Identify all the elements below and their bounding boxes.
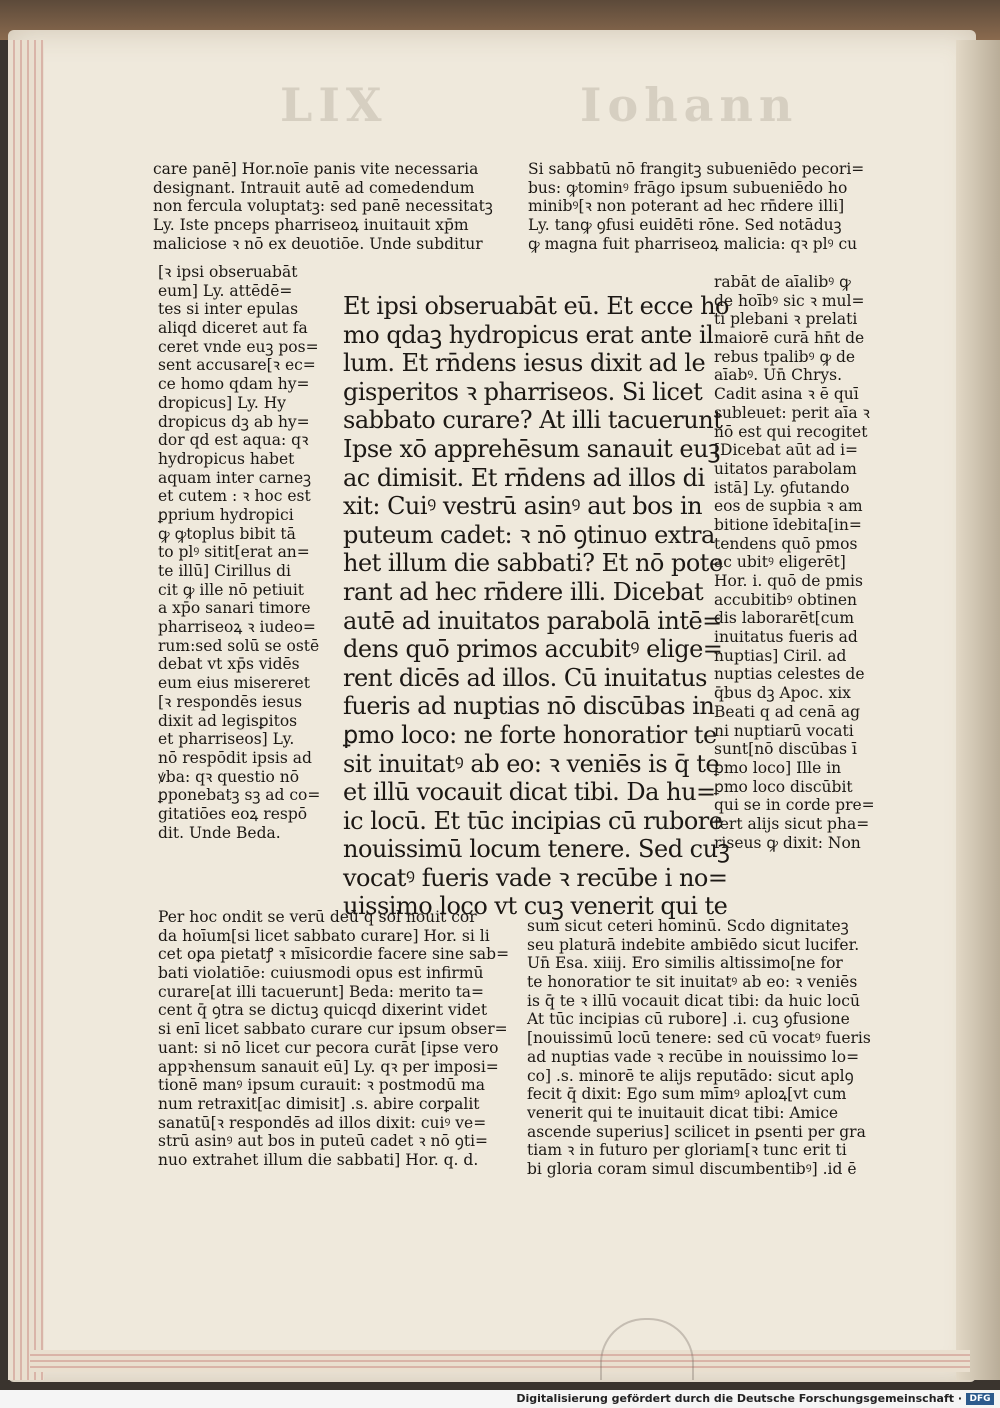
text-line: het illum die sabbati? Et nō pote — [343, 549, 723, 578]
text-line: curare[at illi tacuerunt] Beda: merito ta= — [158, 982, 485, 1001]
text-line: vocatꝰ fueris vade ꝛ recūbe i no= — [343, 863, 728, 892]
running-head-left: LIX — [280, 78, 388, 132]
text-line: nuo extrahet illum die sabbati] Hor. q. d. — [158, 1150, 479, 1169]
text-line: ꝑmo loco: ne forte honoratior te — [343, 720, 717, 749]
text-line: sanatū[ꝛ respondēs ad illos dixit: cuiꝰ ve= — [158, 1113, 487, 1132]
text-line: nuptias celestes de — [714, 665, 865, 684]
text-line: te honoratior te sit inuitatꝰ ab eo: ꝛ veniēs — [527, 973, 858, 992]
text-line: si enī licet sabbato curare cur ipsum obser= — [158, 1020, 508, 1039]
text-line: ꝑponebatꝫ sꝫ ad co= — [158, 786, 321, 805]
running-head-showthrough — [250, 78, 870, 138]
text-line: eum eius misereret — [158, 674, 310, 693]
text-line: gitatiōes eoꝝ respō — [158, 804, 308, 823]
text-line: non fercula voluptatꝫ: sed panē necessitatꝫ — [153, 197, 493, 216]
text-line: dis laborarēt[cum — [714, 609, 855, 628]
text-line: ce homo qdam hy= — [158, 375, 310, 394]
text-line: tiam ꝛ in futuro per gloriam[ꝛ tunc erit ti — [527, 1141, 847, 1160]
commentary-left-narrow — [158, 263, 320, 842]
text-line: ac ubitꝰ eligerēt] — [714, 553, 846, 572]
text-line: eos de supbia ꝛ am — [714, 497, 863, 516]
text-line: bi gloria coram simul discumbentibꝰ] .id ē — [527, 1159, 857, 1178]
text-line: inuitatus fueris ad — [714, 628, 858, 647]
text-line: riseus ꝙ dixit: Non — [714, 833, 861, 852]
text-line: Per hoc ondit se verū deū q sol nouit cor — [158, 908, 477, 926]
text-line: num retraxit[ac dimisit] .s. abire corꝑalit — [158, 1094, 480, 1113]
text-line: subleuet: perit aīa ꝛ — [714, 403, 870, 422]
text-line: is q̄ te ꝛ illū vocauit dicat tibi: da huic locū — [527, 991, 860, 1010]
text-line: uitatos parabolam — [714, 459, 857, 478]
text-line: Ly. Iste pnceps pharriseoꝝ inuitauit xp̄m — [153, 216, 469, 235]
text-line: uissimo loco vt cuꝫ venerit qui te — [343, 892, 728, 921]
text-line: seu platurā indebite ambiēdo sicut lucifer. — [527, 935, 860, 954]
text-line: appꝛhensum sanauit eū] Ly. qꝛ per imposi= — [158, 1057, 499, 1076]
text-line: bus: ꝙtominꝰ frāgo ipsum subueniēdo ho — [528, 178, 848, 197]
text-line: care panē] Hor.noīe panis vite necessaria — [153, 160, 479, 178]
text-line: lum. Et rn̄dens iesus dixit ad le — [343, 349, 706, 378]
text-line: sum sicut ceteri hominū. Scdo dignitateꝫ — [527, 917, 849, 935]
text-line: aīabꝰ. Un̄ Chrys. — [714, 366, 842, 385]
text-line: [ꝛ ipsi obseruabāt — [158, 263, 298, 281]
text-line: a xp̄o sanari timore — [158, 599, 311, 618]
text-line: uant: si nō licet cur pecora curāt [ipse vero — [158, 1038, 499, 1057]
text-line: to plꝰ sitit[erat an= — [158, 543, 310, 562]
text-line: ascende superius] scilicet in ꝑsenti per gra — [527, 1122, 866, 1141]
text-line: fueris ad nuptias nō discūbas in — [343, 692, 715, 721]
commentary-left-top — [153, 160, 493, 253]
page-edges-left — [8, 40, 44, 1380]
text-line: sunt[nō discūbas ī — [714, 740, 857, 759]
text-line: et cutem : ꝛ hoc est — [158, 487, 311, 506]
text-line: strū asinꝰ aut bos in puteū cadet ꝛ nō ꝯti= — [158, 1132, 489, 1151]
text-line: maliciose ꝛ nō ex deuotiōe. Unde subditur — [153, 234, 483, 253]
text-line: [ꝛ respondēs iesus — [158, 692, 303, 711]
text-line: sent accusare[ꝛ ec= — [158, 356, 316, 375]
text-line: Hor. i. quō de pmis — [714, 572, 863, 590]
text-line: qui se in corde pre= — [714, 796, 875, 815]
text-line: ic locū. Et tūc incipias cū rubore — [343, 806, 723, 835]
text-line: bati violatiōe: cuiusmodi opus est infirmū — [158, 964, 484, 983]
text-line: ꝑprium hydropici — [158, 505, 294, 524]
text-line: rabāt de aīalibꝰ ꝙ — [714, 273, 851, 291]
text-line: Beati q ad cenā ag — [714, 702, 861, 721]
text-line: dit. Unde Beda. — [158, 823, 281, 842]
text-line: Si sabbatū nō frangitꝫ subueniēdo pecori= — [528, 160, 865, 178]
text-line: de hoībꝰ sic ꝛ mul= — [714, 291, 865, 310]
text-line: istā] Ly. ꝯfutando — [714, 478, 850, 497]
text-line: gisperitos ꝛ pharriseos. Si licet — [343, 377, 703, 406]
text-line: nouissimū locum tenere. Sed cuꝫ — [343, 835, 730, 864]
text-line: sit inuitatꝰ ab eo: ꝛ veniēs is q̄ te — [343, 749, 720, 778]
text-line: dixit ad legisꝑitos — [158, 711, 298, 730]
text-line: ꝙ ꝙtoplus bibit tā — [158, 524, 296, 543]
text-line: eum] Ly. attēdē= — [158, 281, 293, 300]
text-line: dor qd est aqua: qꝛ — [158, 431, 309, 450]
page-gutter-right — [956, 40, 1000, 1380]
commentary-right-top — [528, 160, 864, 253]
text-line: ꝑmo loco discūbit — [714, 777, 853, 796]
scripture-main-text — [343, 292, 730, 921]
text-line: dropicus dꝫ ab hy= — [158, 412, 310, 431]
text-line: dropicus] Ly. Hy — [158, 393, 286, 412]
text-line: q̄bus dꝫ Apoc. xix — [714, 684, 851, 703]
dfg-logo: DFG — [966, 1393, 994, 1405]
text-line: Ly. tanꝙ ꝯfusi euidēti rōne. Sed notāduꝫ — [528, 216, 842, 235]
text-line: hydropicus habet — [158, 449, 295, 468]
text-line: autē ad inuitatos parabolā intē= — [343, 606, 722, 635]
running-head-right: Iohann — [580, 78, 799, 132]
text-line: ad nuptias vade ꝛ recūbe in nouissimo lo= — [527, 1047, 860, 1066]
text-line: rum:sed solū se ostē — [158, 636, 320, 655]
text-line: tionē manꝰ ipsum curauit: ꝛ postmodū ma — [158, 1076, 485, 1095]
text-line: [nouissimū locū tenere: sed cū vocatꝰ fueris — [527, 1029, 871, 1048]
text-line: fert alijs sicut pha= — [714, 814, 870, 833]
text-line: tes si inter epulas — [158, 300, 299, 319]
text-line: accubitibꝰ obtinen — [714, 590, 857, 609]
text-line: minibꝰ[ꝛ non poterant ad hec rn̄dere illi] — [528, 197, 845, 216]
footer-credit: Digitalisierung gefördert durch die Deutsche Forschungsgemeinschaft · — [516, 1392, 962, 1405]
commentary-right-bottom — [527, 917, 871, 1179]
text-line: Un̄ Esa. xiiij. Ero similis altissimo[ne for — [527, 954, 843, 973]
text-line: xit: Cuiꝰ vestrū asinꝰ aut bos in — [343, 492, 703, 521]
commentary-left-bottom — [158, 908, 509, 1170]
text-line: ac dimisit. Et rn̄dens ad illos di — [343, 463, 705, 492]
text-line: puteum cadet: ꝛ nō ꝯtinuo extra — [343, 520, 715, 549]
text-line: fecit q̄ dixit: Ego sum mīmꝰ aploꝝ[vt cum — [527, 1085, 847, 1104]
text-line: rant ad hec rn̄dere illi. Dicebat — [343, 577, 704, 606]
text-line: cent q̄ ꝯtra se dictuꝫ quicqd dixerint videt — [158, 1001, 488, 1020]
text-line: maiorē curā hn̄t de — [714, 329, 865, 348]
text-line: Et ipsi obseruabāt eū. Et ecce ho — [343, 292, 730, 320]
text-line: ꝑmo loco] Ille in — [714, 758, 842, 777]
text-line: aquam inter carneꝫ — [158, 468, 312, 487]
text-line: ceret vnde euꝫ pos= — [158, 337, 319, 356]
text-line: ni nuptiarū vocati — [714, 721, 854, 740]
text-line: ꝟba: qꝛ questio nō — [158, 767, 300, 786]
text-line: nō est qui recogitet — [714, 422, 868, 441]
text-line: rent dicēs ad illos. Cū inuitatus — [343, 663, 707, 692]
text-line: At tūc incipias cū rubore] .i. cuꝫ ꝯfusione — [527, 1010, 850, 1029]
text-line: Cadit asina ꝛ ē quī — [714, 385, 859, 404]
text-line: sabbato curare? At illi tacuerunt — [343, 406, 723, 435]
commentary-right-narrow — [714, 273, 875, 852]
text-line: et illū vocauit dicat tibi. Da hu= — [343, 778, 716, 807]
text-line: debat vt xp̄s vidēs — [158, 655, 300, 674]
text-line: [Dicebat aūt ad i= — [714, 441, 859, 460]
text-line: co] .s. minorē te alijs reputādo: sicut aplꝯ — [527, 1066, 854, 1085]
text-line: ti plebani ꝛ prelati — [714, 310, 858, 329]
text-line: rebus tpalibꝰ ꝙ de — [714, 347, 856, 366]
text-line: nō respōdit ipsis ad — [158, 748, 312, 767]
text-line: bitione īdebita[in= — [714, 515, 862, 534]
text-line: venerit qui te inuitauit dicat tibi: Amice — [527, 1103, 839, 1122]
text-line: tendens quō pmos — [714, 534, 858, 553]
text-line: pharriseoꝝ ꝛ iudeo= — [158, 618, 316, 637]
text-line: mo qdaꝫ hydropicus erat ante il — [343, 320, 714, 349]
text-line: da hoīum[si licet sabbato curare] Hor. si li — [158, 926, 490, 945]
text-line: et pharriseos] Ly. — [158, 730, 295, 749]
text-line: ꝙ magna fuit pharriseoꝝ malicia: qꝛ plꝰ cu — [528, 234, 858, 253]
footer-bar — [0, 1390, 1000, 1408]
text-line: te illū] Cirillus di — [158, 562, 291, 580]
text-line: cit ꝙ ille nō petiuit — [158, 580, 305, 599]
text-line: dens quō primos accubitꝰ elige= — [343, 635, 723, 664]
text-line: Ipse xō apprehēsum sanauit euꝫ — [343, 434, 720, 463]
text-line: aliqd diceret aut fa — [158, 319, 308, 338]
text-line: nuptias] Ciril. ad — [714, 646, 847, 665]
text-line: cet oꝑa pietatꝭ ꝛ mīsicordie facere sine sab= — [158, 945, 510, 964]
text-line: designant. Intrauit autē ad comedendum — [153, 178, 475, 197]
page-edges-bottom — [30, 1350, 970, 1372]
